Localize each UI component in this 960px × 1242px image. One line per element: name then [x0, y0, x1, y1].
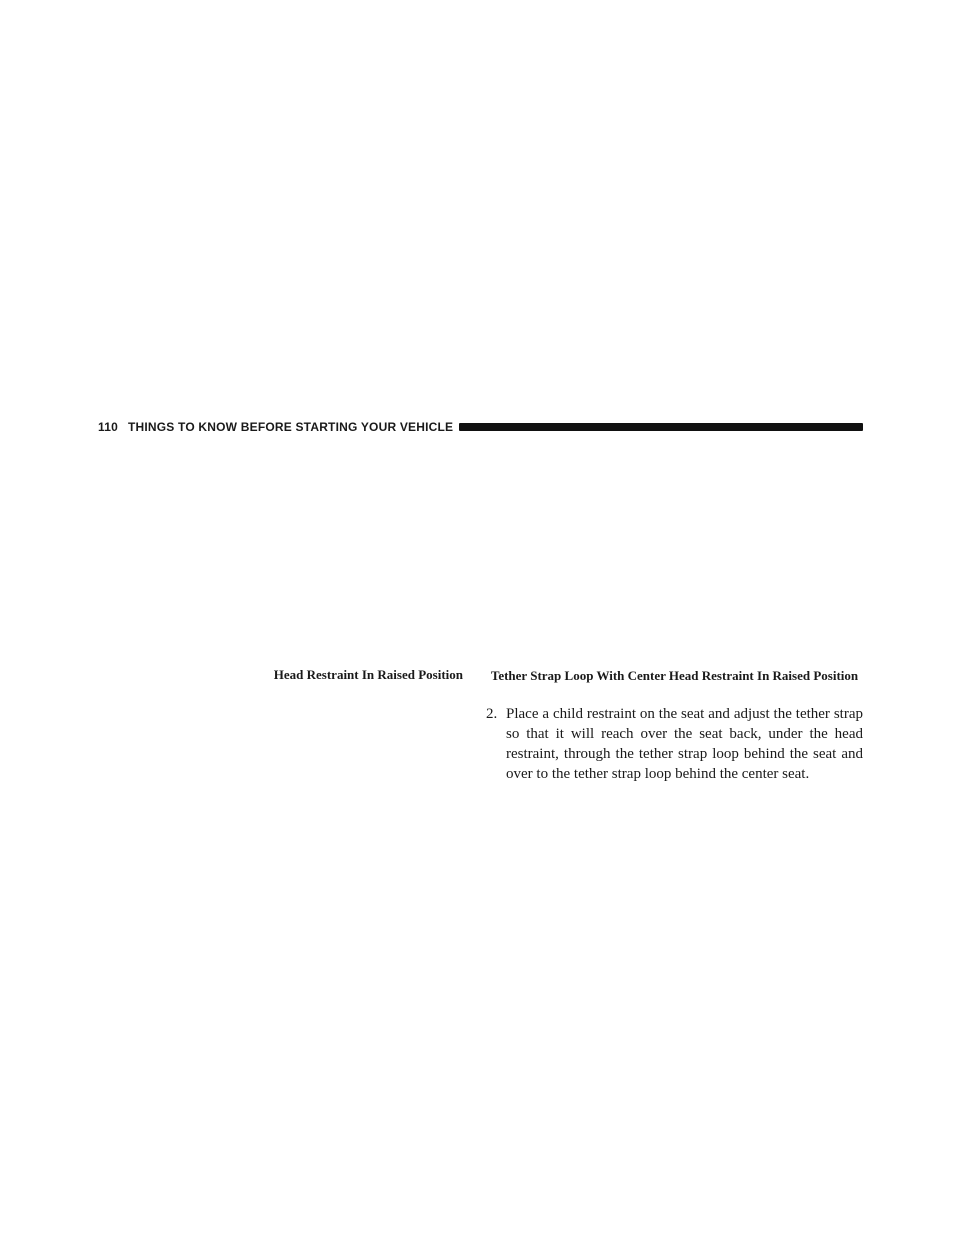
- header-rule: [459, 423, 863, 431]
- page-number: 110: [98, 420, 118, 434]
- step-text: Place a child restraint on the seat and adjust the tether strap so that it will reach over the seat back, under the head restraint, through the tether strap loop behind the seat and over to the tether strap loop behind the center seat.: [506, 706, 863, 782]
- instruction-step: [486, 704, 863, 784]
- figure-caption-right: Tether Strap Loop With Center Head Restraint In Raised Position: [490, 668, 859, 683]
- step-number: 2.: [486, 706, 498, 722]
- section-title: THINGS TO KNOW BEFORE STARTING YOUR VEHICLE: [127, 420, 454, 434]
- page-header: [98, 419, 863, 435]
- figure-caption-left: Head Restraint In Raised Position: [273, 667, 463, 682]
